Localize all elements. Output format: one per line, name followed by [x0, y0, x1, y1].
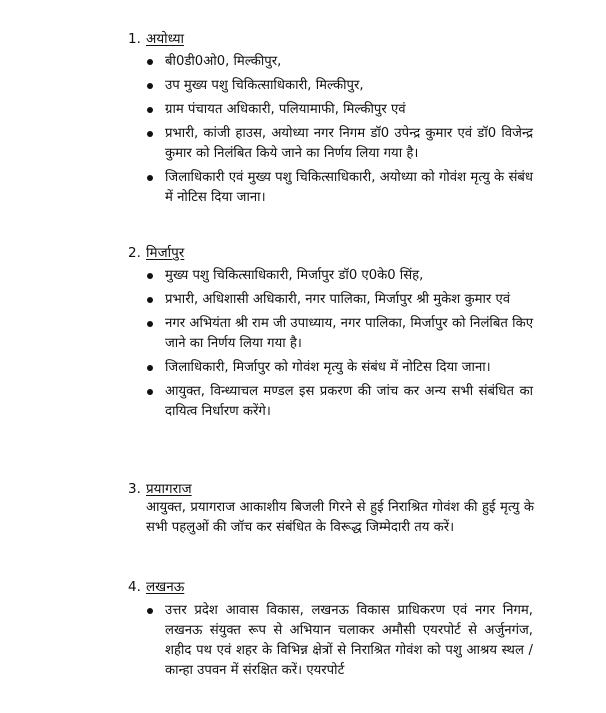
bullet-icon	[147, 83, 153, 89]
section-title: अयोध्या	[146, 31, 185, 47]
section-number: 2.	[128, 245, 141, 261]
list-item: ग्राम पंचायत अधिकारी, पलियामाफी, मिल्कीपुर एवं	[147, 100, 533, 120]
bullet-icon	[147, 273, 153, 279]
bullet-icon	[147, 608, 153, 614]
bullet-icon	[147, 131, 153, 137]
section-list-mirzapur	[147, 266, 533, 422]
list-item: जिलाधिकारी एवं मुख्य पशु चिकित्साधिकारी, अयोध्या को गोवंश मृत्यु के संबंध में नोटिस दिया जाना।	[147, 168, 533, 208]
list-item: प्रभारी, कांजी हाउस, अयोध्या नगर निगम डॉ0 उपेन्द्र कुमार एवं डॉ0 विजेन्द्र कुमार को निलंबित किये जाने का निर्णय लिया गया है।	[147, 124, 533, 164]
section-title: लखनऊ	[146, 579, 185, 595]
section-number: 4.	[128, 579, 141, 595]
list-item: प्रभारी, अधिशासी अधिकारी, नगर पालिका, मिर्जापुर श्री मुकेश कुमार एवं	[147, 290, 533, 310]
section-heading-mirzapur	[128, 244, 184, 262]
list-item: बी0डी0ओ0, मिल्कीपुर,	[147, 52, 533, 72]
section-list-lucknow	[147, 601, 533, 681]
bullet-icon	[147, 175, 153, 181]
section-number: 1.	[128, 31, 141, 47]
list-item: जिलाधिकारी, मिर्जापुर को गोवंश मृत्यु के संबंध में नोटिस दिया जाना।	[147, 358, 533, 378]
bullet-icon	[147, 389, 153, 395]
section-heading-prayagraj	[128, 480, 192, 498]
section-title: प्रयागराज	[146, 481, 192, 497]
section-paragraph-prayagraj: आयुक्त, प्रयागराज आकाशीय बिजली गिरने से हुई निराश्रित गोवंश की हुई मृत्यु के सभी पहलुओं की जॉच कर संबंधित के विरूद्ध जिम्मेदारी तय करें।	[146, 500, 534, 535]
bullet-icon	[147, 365, 153, 371]
list-item: उप मुख्य पशु चिकित्साधिकारी, मिल्कीपुर,	[147, 76, 533, 96]
list-item: उत्तर प्रदेश आवास विकास, लखनऊ विकास प्राधिकरण एवं नगर निगम, लखनऊ संयुक्त रूप से अभियान चलाकर अमौसी एयरपोर्ट से अर्जुनगंज, शहीद पथ एवं शहर के विभिन्न क्षेत्रों से निराश्रित गोवंश को पशु आश्रय स्थल / कान्हा उपवन में संरक्षित करें। एयरपोर्ट	[147, 601, 533, 681]
bullet-icon	[147, 59, 153, 65]
section-heading-lucknow	[128, 578, 184, 596]
section-heading-ayodhya	[128, 30, 184, 48]
section-list-ayodhya	[147, 52, 533, 208]
bullet-icon	[147, 107, 153, 113]
list-item: आयुक्त, विन्ध्याचल मण्डल इस प्रकरण की जांच कर अन्य सभी संबंधित का दायित्व निर्धारण करेंगे।	[147, 382, 533, 422]
bullet-icon	[147, 297, 153, 303]
section-number: 3.	[128, 481, 141, 497]
list-item: मुख्य पशु चिकित्साधिकारी, मिर्जापुर डॉ0 ए0के0 सिंह,	[147, 266, 533, 286]
section-title: मिर्जापुर	[146, 245, 185, 261]
list-item: नगर अभियंता श्री राम जी उपाध्याय, नगर पालिका, मिर्जापुर को निलंबित किए जाने का निर्णय लिया गया है।	[147, 314, 533, 354]
bullet-icon	[147, 321, 153, 327]
